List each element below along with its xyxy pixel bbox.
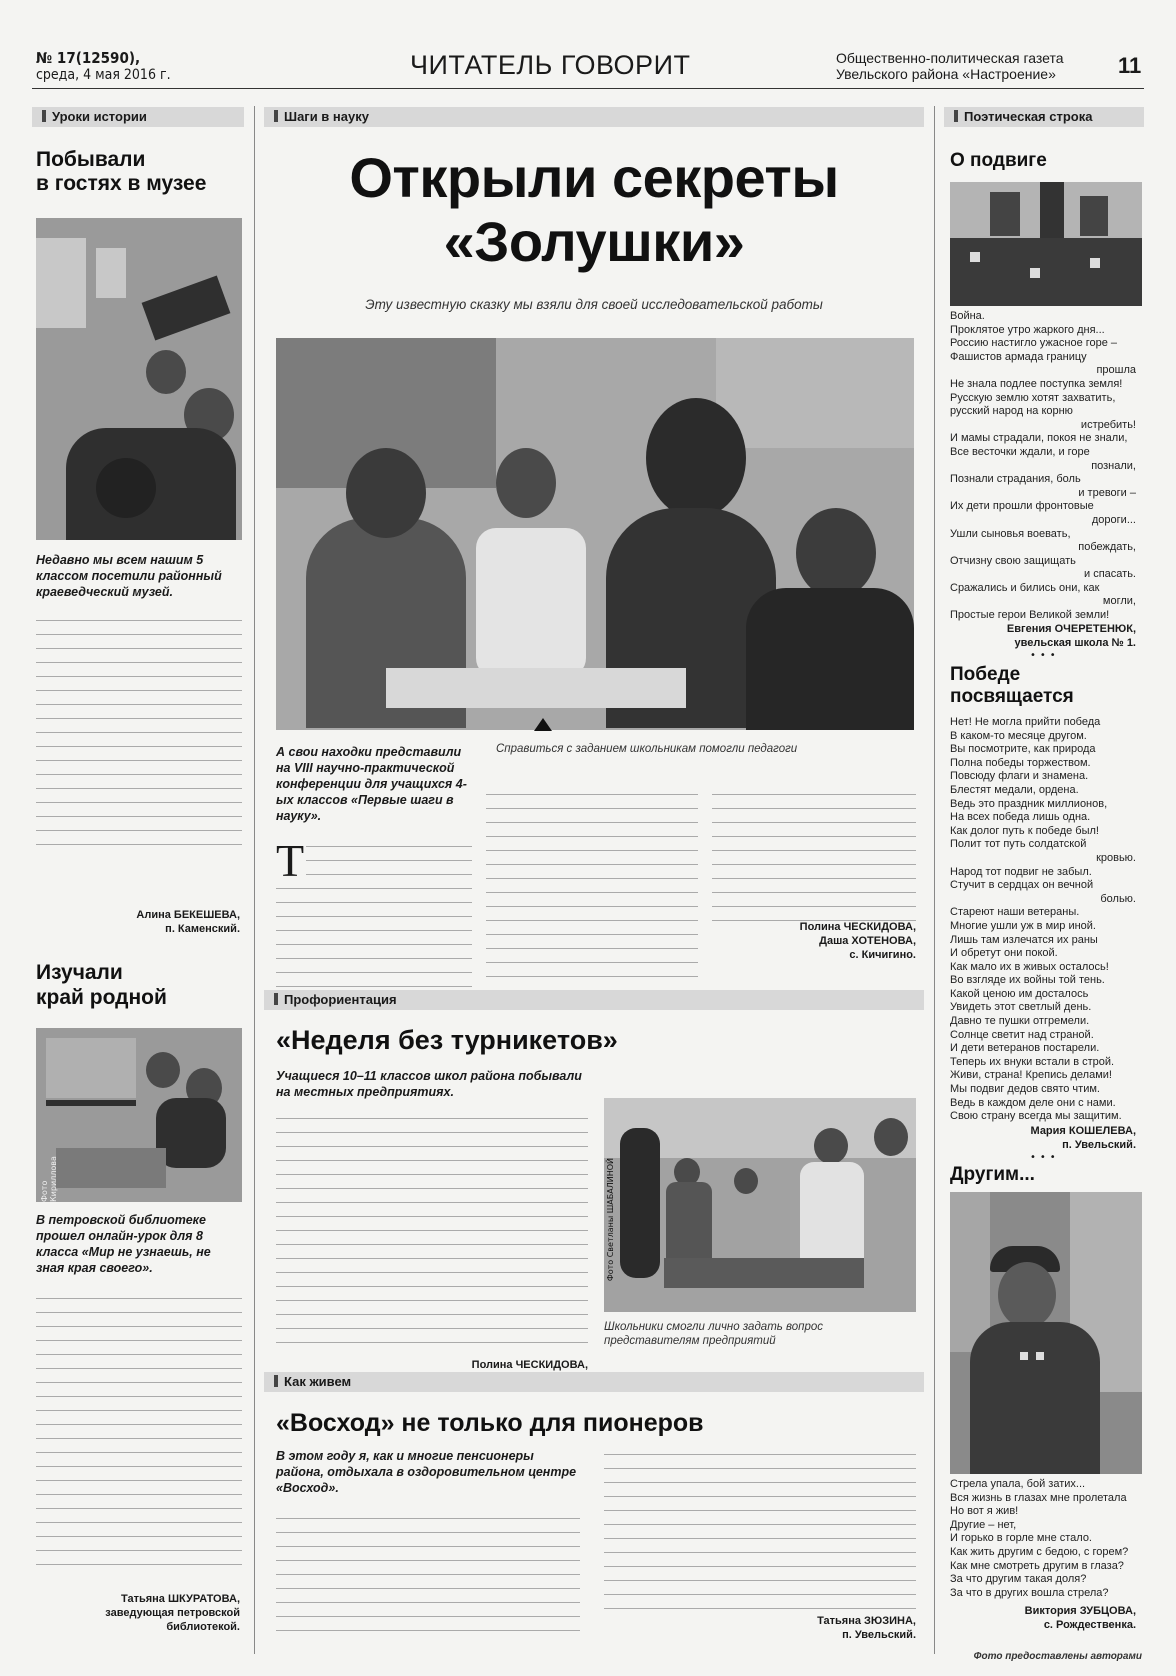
poem3-sig-place: с. Рождественка. xyxy=(1043,1619,1136,1631)
poem-line: Вся жизнь в глазах мне пролетала xyxy=(950,1491,1127,1504)
poem1-sig-place: увельская школа № 1. xyxy=(1014,637,1136,649)
cinderella-sig-name2: Даша ХОТЕНОВА, xyxy=(819,935,916,947)
poem-line: Солнце светит над страной. xyxy=(950,1028,1094,1041)
column-divider-right xyxy=(934,106,935,1654)
poem2-title xyxy=(950,664,1074,708)
poem-line: и тревоги – xyxy=(1078,486,1136,499)
poem2-sig-name: Мария КОШЕЛЕВА, xyxy=(1030,1125,1136,1137)
parade-photo xyxy=(950,182,1142,306)
library-sig-role: заведующая петровской библиотекой. xyxy=(105,1607,240,1633)
cinderella-sig-name1: Полина ЧЕСКИДОВА, xyxy=(799,921,916,933)
cinderella-sig-place: с. Кичигино. xyxy=(849,949,916,961)
dropcap: Т xyxy=(276,835,305,886)
library-photo xyxy=(36,1028,242,1202)
museum-title-line2: в гостях в музее xyxy=(36,172,207,195)
poem-line: Давно те пушки отгремели. xyxy=(950,1015,1090,1028)
poem1-signature xyxy=(950,622,1136,650)
poem2-signature xyxy=(950,1124,1136,1152)
poem-line: могли, xyxy=(1102,595,1136,608)
poem-line: и спасать. xyxy=(1084,568,1136,581)
poem-line: Живи, страна! Крепись делами! xyxy=(950,1069,1112,1082)
poem-line: И обретут они покой. xyxy=(950,947,1058,960)
poem-line: истребить! xyxy=(1080,418,1136,431)
poem2-sig-place: п. Увельский. xyxy=(1062,1139,1136,1151)
poem-line: Как мало их в живых осталось! xyxy=(950,960,1109,973)
cinderella-title-line1: Открыли секреты xyxy=(349,146,839,209)
poem-line: Как жить другим с бедою, с горем? xyxy=(950,1545,1129,1558)
separator-dots: ••• xyxy=(1030,650,1060,661)
library-title xyxy=(36,960,167,1010)
museum-lead: Недавно мы всем нашим 5 классом посетили районный краеведческий музей. xyxy=(36,553,222,599)
poem-line: русский народ на корню xyxy=(950,405,1073,418)
masthead-divider xyxy=(32,88,1144,89)
poem-line: познали, xyxy=(1091,459,1136,472)
poem-line: Нет! Не могла прийти победа xyxy=(950,716,1101,728)
poem-line: Другие – нет, xyxy=(950,1518,1017,1531)
poem-line: Отчизну свою защищать xyxy=(950,554,1076,567)
poem1-sig-name: Евгения ОЧЕРЕТЕНЮК, xyxy=(1006,623,1136,635)
library-body xyxy=(36,1290,242,1570)
issue-number: № 17(12590), xyxy=(36,49,141,67)
poem-line: Многие ушли уж в мир иной. xyxy=(950,919,1096,932)
poem-line: прошла xyxy=(1096,364,1136,377)
library-title-line2: край родной xyxy=(36,986,167,1009)
poem-line: Полна победы торжеством. xyxy=(950,756,1091,769)
poem-line: Все весточки ждали, и горе xyxy=(950,445,1090,458)
poem3-text xyxy=(950,1478,1136,1600)
cinderella-title-line2: «Золушки» xyxy=(443,210,745,273)
poem-line: И мамы страдали, покоя не знали, xyxy=(950,432,1128,445)
poem-line: кровью. xyxy=(1096,851,1136,864)
poem-line: Увидеть этот светлый день. xyxy=(950,1001,1092,1014)
museum-photo xyxy=(36,218,242,540)
paper-name xyxy=(836,50,1064,82)
poem-line: Стареют наши ветераны. xyxy=(950,906,1080,919)
museum-title-line1: Побывали xyxy=(36,148,146,171)
poem-line: В каком-то месяце другом. xyxy=(950,729,1087,742)
voskhod-title: «Восход» не только для пионеров xyxy=(276,1409,704,1437)
poem-line: Не знала подлее поступка земля! xyxy=(950,377,1123,390)
museum-sig-name: Алина БЕКЕШЕВА, xyxy=(136,909,240,921)
section-title: ЧИТАТЕЛЬ ГОВОРИТ xyxy=(410,50,691,80)
poem-line: Проклятое утро жаркого дня... xyxy=(950,323,1105,336)
poem3-signature xyxy=(950,1604,1136,1632)
paper-name-line2: Увельского района «Настроение» xyxy=(836,66,1056,82)
poem2-title-line1: Победе xyxy=(950,664,1021,685)
poem-line: Сражались и бились они, как xyxy=(950,581,1100,594)
poem2-title-line2: посвящается xyxy=(950,686,1074,707)
library-sig-name: Татьяна ШКУРАТОВА, xyxy=(121,1593,240,1605)
cinderella-signature xyxy=(712,920,916,962)
issue-info xyxy=(36,50,171,83)
poem2-text xyxy=(950,716,1136,1124)
poem3-title: Другим... xyxy=(950,1164,1035,1185)
poem-line: Война. xyxy=(950,310,985,322)
poem-line: Повсюду флаги и знамена. xyxy=(950,770,1089,783)
library-signature xyxy=(36,1592,240,1634)
poem-line: На всех победа лишь одна. xyxy=(950,811,1091,824)
poem-line: Полит тот путь солдатской xyxy=(950,838,1087,851)
poem-line: Ушли сыновья воевать, xyxy=(950,527,1071,540)
poem-line: За что другим такая доля? xyxy=(950,1573,1087,1586)
cinderella-subtitle: Эту известную сказку мы взяли для своей исследовательской работы xyxy=(365,297,823,312)
poem-line: Во взгляде их войны той тень. xyxy=(950,974,1105,987)
cinderella-title xyxy=(264,146,924,274)
poem1-text xyxy=(950,310,1136,623)
poem-line: Лишь там излечатся их раны xyxy=(950,933,1098,946)
cinderella-photo xyxy=(276,338,914,730)
separator-dots: ••• xyxy=(1030,1152,1060,1163)
poem-line: Какой ценою им досталось xyxy=(950,987,1089,1000)
voskhod-body-col1 xyxy=(276,1510,580,1636)
library-photo-credit: Фото Кириллова xyxy=(40,1156,58,1202)
poem-line: Теперь их внуки встали в строй. xyxy=(950,1055,1115,1068)
cinderella-photo-caption: Справиться с заданием школьникам помогли педагоги xyxy=(496,743,798,755)
poem-line: Как долог путь к победе был! xyxy=(950,824,1099,837)
poem-line: Блестят медали, ордена. xyxy=(950,783,1079,796)
caption-triangle-icon xyxy=(534,718,552,731)
poem-line: Свою страну всегда мы защитим. xyxy=(950,1110,1122,1123)
photo-credit-footer: Фото предоставлены авторами xyxy=(973,1651,1142,1662)
voskhod-body-col2 xyxy=(604,1446,916,1614)
rubric-career: Профориентация xyxy=(264,990,924,1010)
library-lead: В петровской библиотеке прошел онлайн-урок для 8 класса «Мир не узнаешь, не зная края своего». xyxy=(36,1213,211,1275)
turnstiles-photo xyxy=(604,1098,916,1312)
page-number: 11 xyxy=(1118,53,1142,78)
turnstiles-title: «Неделя без турникетов» xyxy=(276,1025,618,1055)
turnstiles-sig-name: Полина ЧЕСКИДОВА, xyxy=(471,1359,588,1371)
turnstiles-photo-caption: Школьники смогли лично задать вопрос представителям предприятий xyxy=(604,1321,824,1347)
poem-line: Россию настигло ужасное горе – xyxy=(950,337,1118,350)
poem-line: За что в других вошла стрела? xyxy=(950,1586,1109,1599)
museum-sig-place: п. Каменский. xyxy=(165,923,240,935)
column-divider-left xyxy=(254,106,255,1654)
poem-line: Русскую землю хотят захватить, xyxy=(950,391,1116,404)
cinderella-body-col1 xyxy=(276,835,472,992)
museum-signature xyxy=(36,908,240,936)
poem-line: Но вот я жив! xyxy=(950,1505,1019,1518)
rubric-poetry: Поэтическая строка xyxy=(944,107,1144,127)
poem-line: Вы посмотрите, как природа xyxy=(950,743,1096,756)
poem-line: дороги... xyxy=(1091,513,1136,526)
poem-line: Ведь это праздник миллионов, xyxy=(950,797,1108,810)
poem-line: Простые герои Великой земли! xyxy=(950,609,1110,622)
rubric-life: Как живем xyxy=(264,1372,924,1392)
rubric-science: Шаги в науку xyxy=(264,107,924,127)
soldier-photo xyxy=(950,1192,1142,1474)
turnstiles-photo-credit: Фото Светланы ШАБАЛИНОЙ xyxy=(606,1158,615,1282)
cinderella-body-col2 xyxy=(486,786,698,996)
poem-line: побеждать, xyxy=(1078,541,1136,554)
poem-line: И горько в горле мне стало. xyxy=(950,1532,1092,1545)
poem-line: Как мне смотреть другим в глаза? xyxy=(950,1559,1124,1572)
cinderella-body-col3 xyxy=(712,786,916,926)
poem-line: Мы подвиг дедов свято чтим. xyxy=(950,1083,1100,1096)
poem-line: И дети ветеранов постарели. xyxy=(950,1042,1100,1055)
poem3-sig-name: Виктория ЗУБЦОВА, xyxy=(1024,1605,1136,1617)
voskhod-signature xyxy=(604,1614,916,1642)
turnstiles-body xyxy=(276,1110,588,1348)
issue-date: среда, 4 мая 2016 г. xyxy=(36,67,171,83)
poem-line: Познали страдания, боль xyxy=(950,473,1081,486)
voskhod-lead: В этом году я, как и многие пенсионеры района, отдыхала в оздоровительном центре «Восход». xyxy=(276,1449,577,1495)
museum-body xyxy=(36,612,242,850)
poem1-title: О подвиге xyxy=(950,150,1047,171)
rubric-history: Уроки истории xyxy=(32,107,244,127)
museum-title xyxy=(36,148,206,196)
voskhod-sig-place: п. Увельский. xyxy=(842,1629,916,1641)
poem-line: Ведь в каждом деле они с нами. xyxy=(950,1096,1116,1109)
poem-line: Стучит в сердцах он вечной xyxy=(950,879,1094,892)
poem-line: Их дети прошли фронтовые xyxy=(950,500,1094,513)
poem-line: Стрела упала, бой затих... xyxy=(950,1478,1086,1490)
poem-line: болью. xyxy=(1100,892,1136,905)
paper-name-line1: Общественно-политическая газета xyxy=(836,50,1064,66)
poem-line: Фашистов армада границу xyxy=(950,350,1087,363)
library-title-line1: Изучали xyxy=(36,961,123,984)
poem-line: Народ тот подвиг не забыл. xyxy=(950,865,1092,878)
voskhod-sig-name: Татьяна ЗЮЗИНА, xyxy=(817,1615,916,1627)
cinderella-lead: А свои находки представили на VIII научно-практической конференции для учащихся 4-ых классов «Первые шаги в науку». xyxy=(276,745,467,823)
turnstiles-lead: Учащиеся 10–11 классов школ района побывали на местных предприятиях. xyxy=(276,1069,582,1099)
